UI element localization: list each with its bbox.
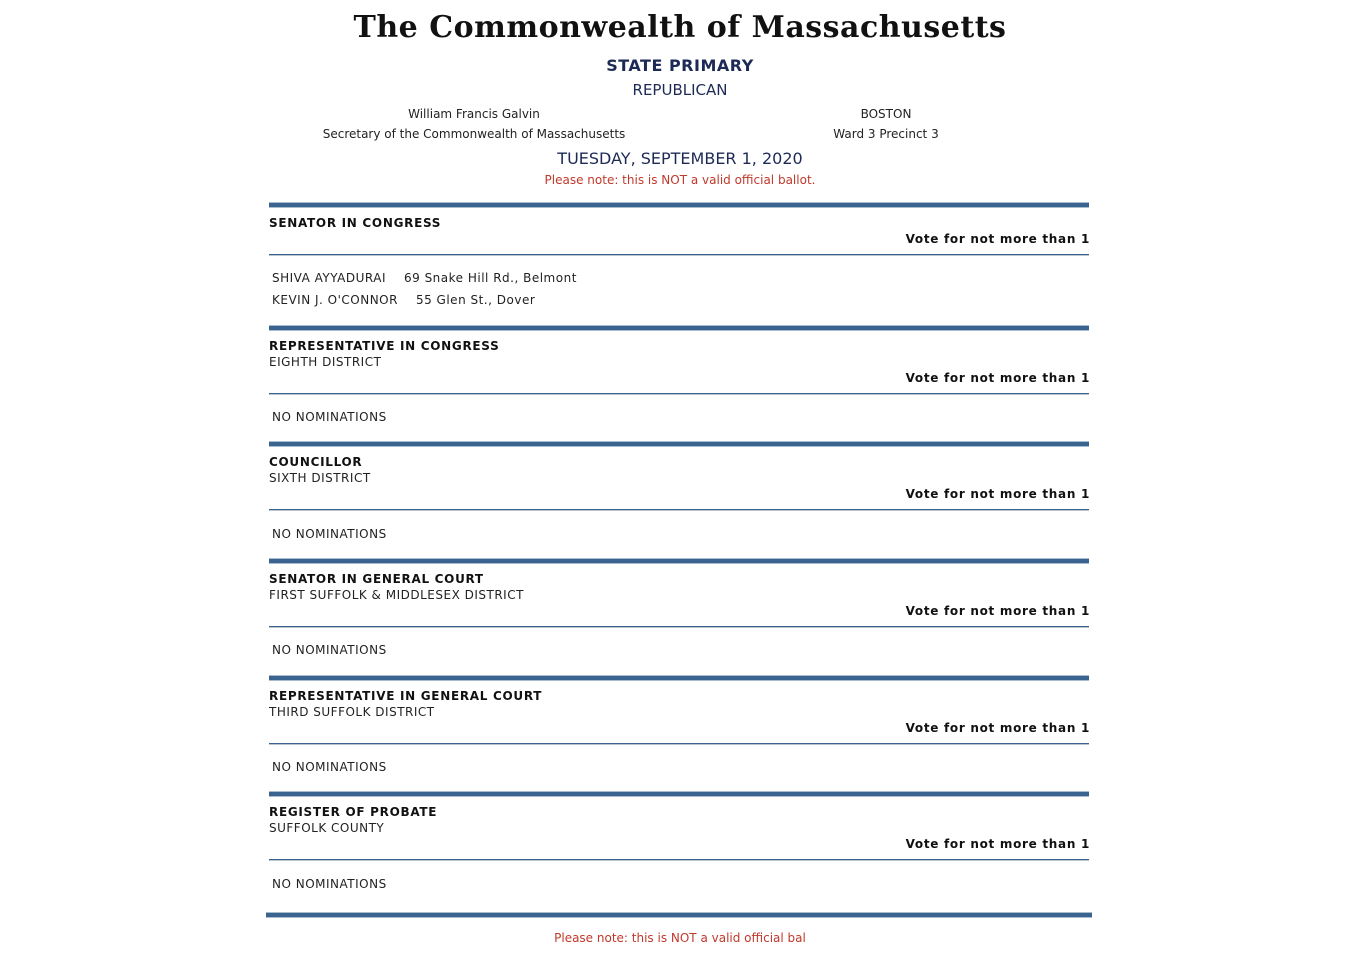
district-name: SUFFOLK COUNTY (269, 821, 385, 835)
office-title: REPRESENTATIVE IN CONGRESS (269, 339, 500, 353)
section-divider (269, 558, 1089, 564)
vote-for-instruction: Vote for not more than 1 (905, 232, 1090, 246)
footer-notice: Please note: this is NOT a valid official bal (554, 931, 806, 945)
district-name: FIRST SUFFOLK & MIDDLESEX DISTRICT (269, 588, 524, 602)
section-divider (269, 441, 1089, 447)
section-divider (269, 791, 1089, 797)
election-date: TUESDAY, SEPTEMBER 1, 2020 (557, 149, 803, 168)
candidate-address: 69 Snake Hill Rd., Belmont (403, 271, 577, 285)
vote-for-instruction: Vote for not more than 1 (905, 721, 1090, 735)
invalid-ballot-notice: Please note: this is NOT a valid official ballot. (544, 173, 816, 187)
city-name: BOSTON (860, 107, 912, 121)
no-nominations: NO NOMINATIONS (272, 410, 387, 424)
office-title: REPRESENTATIVE IN GENERAL COURT (269, 689, 543, 703)
header-divider (269, 626, 1089, 628)
district-name: THIRD SUFFOLK DISTRICT (269, 705, 435, 719)
section-divider (269, 675, 1089, 681)
footer-divider (266, 912, 1092, 918)
header-divider (269, 859, 1089, 861)
candidate-name: SHIVA AYYADURAI (272, 271, 386, 285)
header-divider (269, 743, 1089, 745)
office-title: SENATOR IN CONGRESS (269, 216, 442, 230)
candidate-name: KEVIN J. O'CONNOR (272, 293, 398, 307)
commonwealth-title: The Commonwealth of Massachusetts (353, 10, 1007, 45)
party-name: REPUBLICAN (632, 81, 728, 99)
no-nominations: NO NOMINATIONS (272, 527, 387, 541)
vote-for-instruction: Vote for not more than 1 (905, 604, 1090, 618)
candidate-address: 55 Glen St., Dover (415, 293, 536, 307)
office-title: COUNCILLOR (269, 455, 363, 469)
secretary-name: William Francis Galvin (408, 107, 540, 121)
header-divider (269, 254, 1089, 256)
vote-for-instruction: Vote for not more than 1 (905, 837, 1090, 851)
header-divider (269, 393, 1089, 395)
header-divider (269, 509, 1089, 511)
section-divider (269, 202, 1089, 208)
candidate-row (272, 293, 535, 307)
no-nominations: NO NOMINATIONS (272, 760, 387, 774)
precinct-name: Ward 3 Precinct 3 (833, 127, 939, 141)
office-title: REGISTER OF PROBATE (269, 805, 438, 819)
vote-for-instruction: Vote for not more than 1 (905, 487, 1090, 501)
no-nominations: NO NOMINATIONS (272, 643, 387, 657)
office-title: SENATOR IN GENERAL COURT (269, 572, 484, 586)
no-nominations: NO NOMINATIONS (272, 877, 387, 891)
section-divider (269, 325, 1089, 331)
district-name: SIXTH DISTRICT (269, 471, 371, 485)
election-type: STATE PRIMARY (606, 56, 754, 75)
secretary-title: Secretary of the Commonwealth of Massachusetts (322, 127, 626, 141)
candidate-row (272, 271, 577, 285)
vote-for-instruction: Vote for not more than 1 (905, 371, 1090, 385)
district-name: EIGHTH DISTRICT (269, 355, 382, 369)
